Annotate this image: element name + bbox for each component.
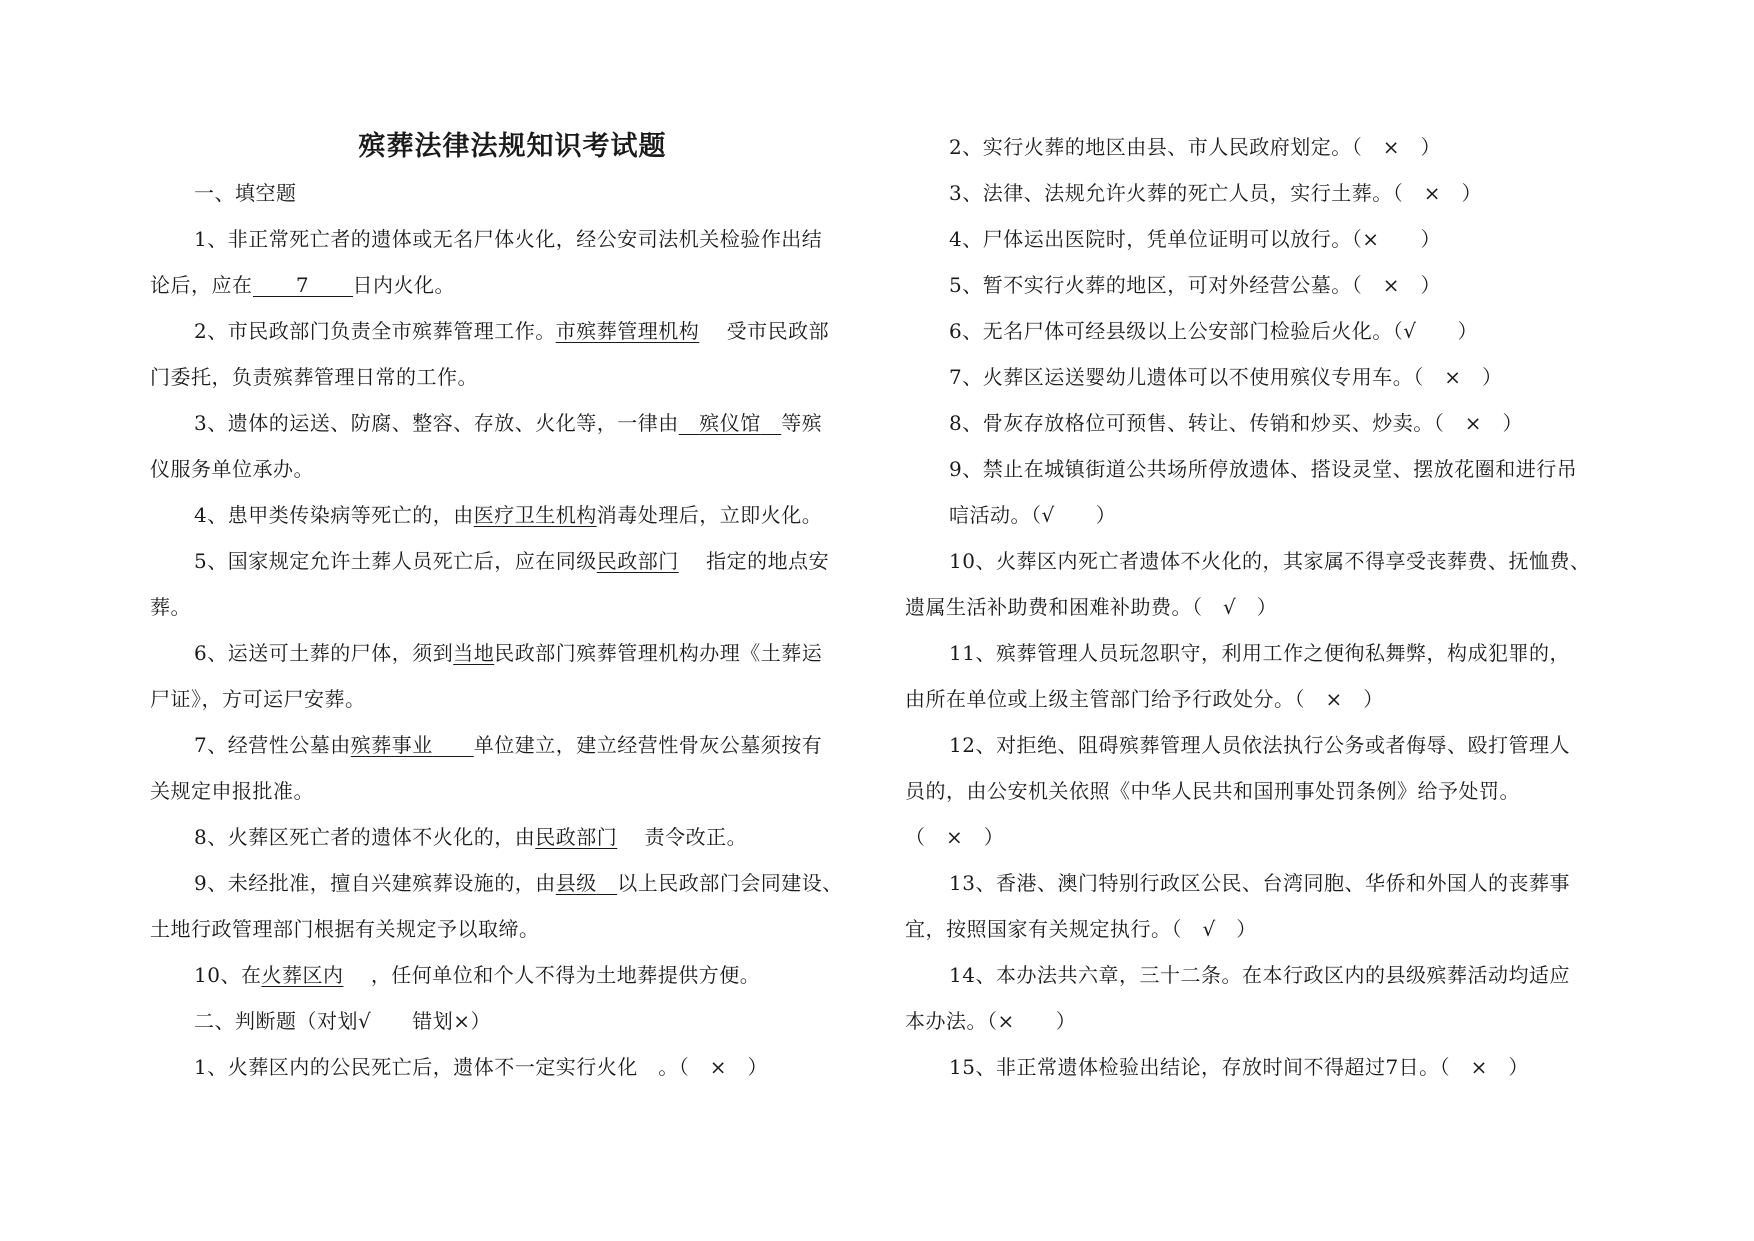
question-5-line-2: 葬。 [150, 595, 191, 619]
answer-9: 县级 [555, 871, 597, 895]
answer-3: 殡仪馆 [699, 411, 761, 435]
judgment-9-line-2: 唁活动。（√ ） [949, 503, 1117, 527]
judgment-11-line-2: 由所在单位或上级主管部门给予行政处分。（ × ） [905, 687, 1384, 711]
judgment-10-line-1: 10、火葬区内死亡者遗体不火化的，其家属不得享受丧葬费、抚恤费、 [949, 549, 1591, 573]
question-4-line-1: 4、患甲类传染病等死亡的，由医疗卫生机构消毒处理后，立即火化。 [194, 503, 823, 527]
question-10-line-1: 10、在火葬区内 ，任何单位和个人不得为土地葬提供方便。 [194, 963, 761, 987]
right-column [905, 124, 1625, 1090]
judgment-12-line-3: （ × ） [905, 825, 1005, 849]
answer-blank-1: 7 [253, 274, 353, 297]
judgment-1: 1、火葬区内的公民死亡后，遗体不一定实行火化 。（ × ） [194, 1055, 768, 1079]
judgment-14-line-1: 14、本办法共六章，三十二条。在本行政区内的县级殡葬活动均适应 [949, 963, 1570, 987]
question-6-line-1: 6、运送可土葬的尸体，须到当地民政部门殡葬管理机构办理《土葬运 [194, 641, 823, 665]
answer-4: 医疗卫生机构 [473, 503, 597, 527]
judgment-9-line-1: 9、禁止在城镇街道公共场所停放遗体、搭设灵堂、摆放花圈和进行吊 [949, 457, 1578, 481]
answer-8: 民政部门 [535, 825, 618, 849]
answer-6: 当地 [453, 641, 495, 665]
question-3-line-2: 仪服务单位承办。 [150, 457, 314, 481]
question-8-line-1: 8、火葬区死亡者的遗体不火化的，由民政部门 责令改正。 [194, 825, 748, 849]
question-1-line-2: 论后，应在 7 日内火化。 [150, 273, 455, 297]
left-column [150, 124, 865, 1090]
judgment-5: 5、暂不实行火葬的地区，可对外经营公墓。（ × ） [949, 273, 1441, 297]
judgment-4: 4、尸体运出医院时，凭单位证明可以放行。（× ） [949, 227, 1441, 251]
answer-5: 民政部门 [596, 549, 679, 573]
judgment-8: 8、骨灰存放格位可预售、转让、传销和炒买、炒卖。（ × ） [949, 411, 1523, 435]
answer-10: 火葬区内 [261, 963, 344, 987]
question-6-line-2: 尸证》，方可运尸安葬。 [150, 687, 366, 711]
judgment-7: 7、火葬区运送婴幼儿遗体可以不使用殡仪专用车。（ × ） [949, 365, 1503, 389]
judgment-11-line-1: 11、殡葬管理人员玩忽职守，利用工作之便徇私舞弊，构成犯罪的， [949, 641, 1570, 665]
judgment-13-line-2: 宜，按照国家有关规定执行。（ √ ） [905, 917, 1257, 941]
section-heading-true-false: 二、判断题（对划√ 错划×） [194, 1009, 492, 1033]
judgment-12-line-2: 员的，由公安机关依照《中华人民共和国刑事处罚条例》给予处罚。 [905, 779, 1520, 803]
judgment-3: 3、法律、法规允许火葬的死亡人员，实行土葬。（ × ） [949, 181, 1482, 205]
question-5-line-1: 5、国家规定允许土葬人员死亡后，应在同级民政部门 指定的地点安 [194, 549, 830, 573]
judgment-10-line-2: 遗属生活补助费和困难补助费。（ √ ） [905, 595, 1278, 619]
judgment-12-line-1: 12、对拒绝、阻碍殡葬管理人员依法执行公务或者侮辱、殴打管理人 [949, 733, 1570, 757]
question-2-line-1: 2、市民政部门负责全市殡葬管理工作。市殡葬管理机构 受市民政部 [194, 319, 830, 343]
question-7-line-1: 7、经营性公墓由殡葬事业 单位建立，建立经营性骨灰公墓须按有 [194, 733, 823, 757]
answer-7: 殡葬事业 [350, 733, 433, 757]
judgment-6: 6、无名尸体可经县级以上公安部门检验后火化。（√ ） [949, 319, 1478, 343]
question-9-line-1: 9、未经批准，擅自兴建殡葬设施的，由县级 以上民政部门会同建设、 [194, 871, 843, 895]
question-3-line-1: 3、遗体的运送、防腐、整容、存放、火化等，一律由 殡仪馆 等殡 [194, 411, 823, 435]
section-heading-fill-blank: 一、填空题 [194, 181, 297, 205]
judgment-2: 2、实行火葬的地区由县、市人民政府划定。（ × ） [949, 135, 1441, 159]
question-7-line-2: 关规定申报批准。 [150, 779, 314, 803]
question-2-line-2: 门委托，负责殡葬管理日常的工作。 [150, 365, 478, 389]
judgment-15: 15、非正常遗体检验出结论，存放时间不得超过7日。（ × ） [949, 1055, 1529, 1079]
page-title: 殡葬法律法规知识考试题 [358, 131, 667, 162]
question-1-line-1: 1、非正常死亡者的遗体或无名尸体火化，经公安司法机关检验作出结 [194, 227, 823, 251]
answer-2: 市殡葬管理机构 [555, 319, 700, 343]
question-9-line-2: 土地行政管理部门根据有关规定予以取缔。 [150, 917, 540, 941]
judgment-13-line-1: 13、香港、澳门特别行政区公民、台湾同胞、华侨和外国人的丧葬事 [949, 871, 1570, 895]
judgment-14-line-2: 本办法。（× ） [905, 1009, 1077, 1033]
